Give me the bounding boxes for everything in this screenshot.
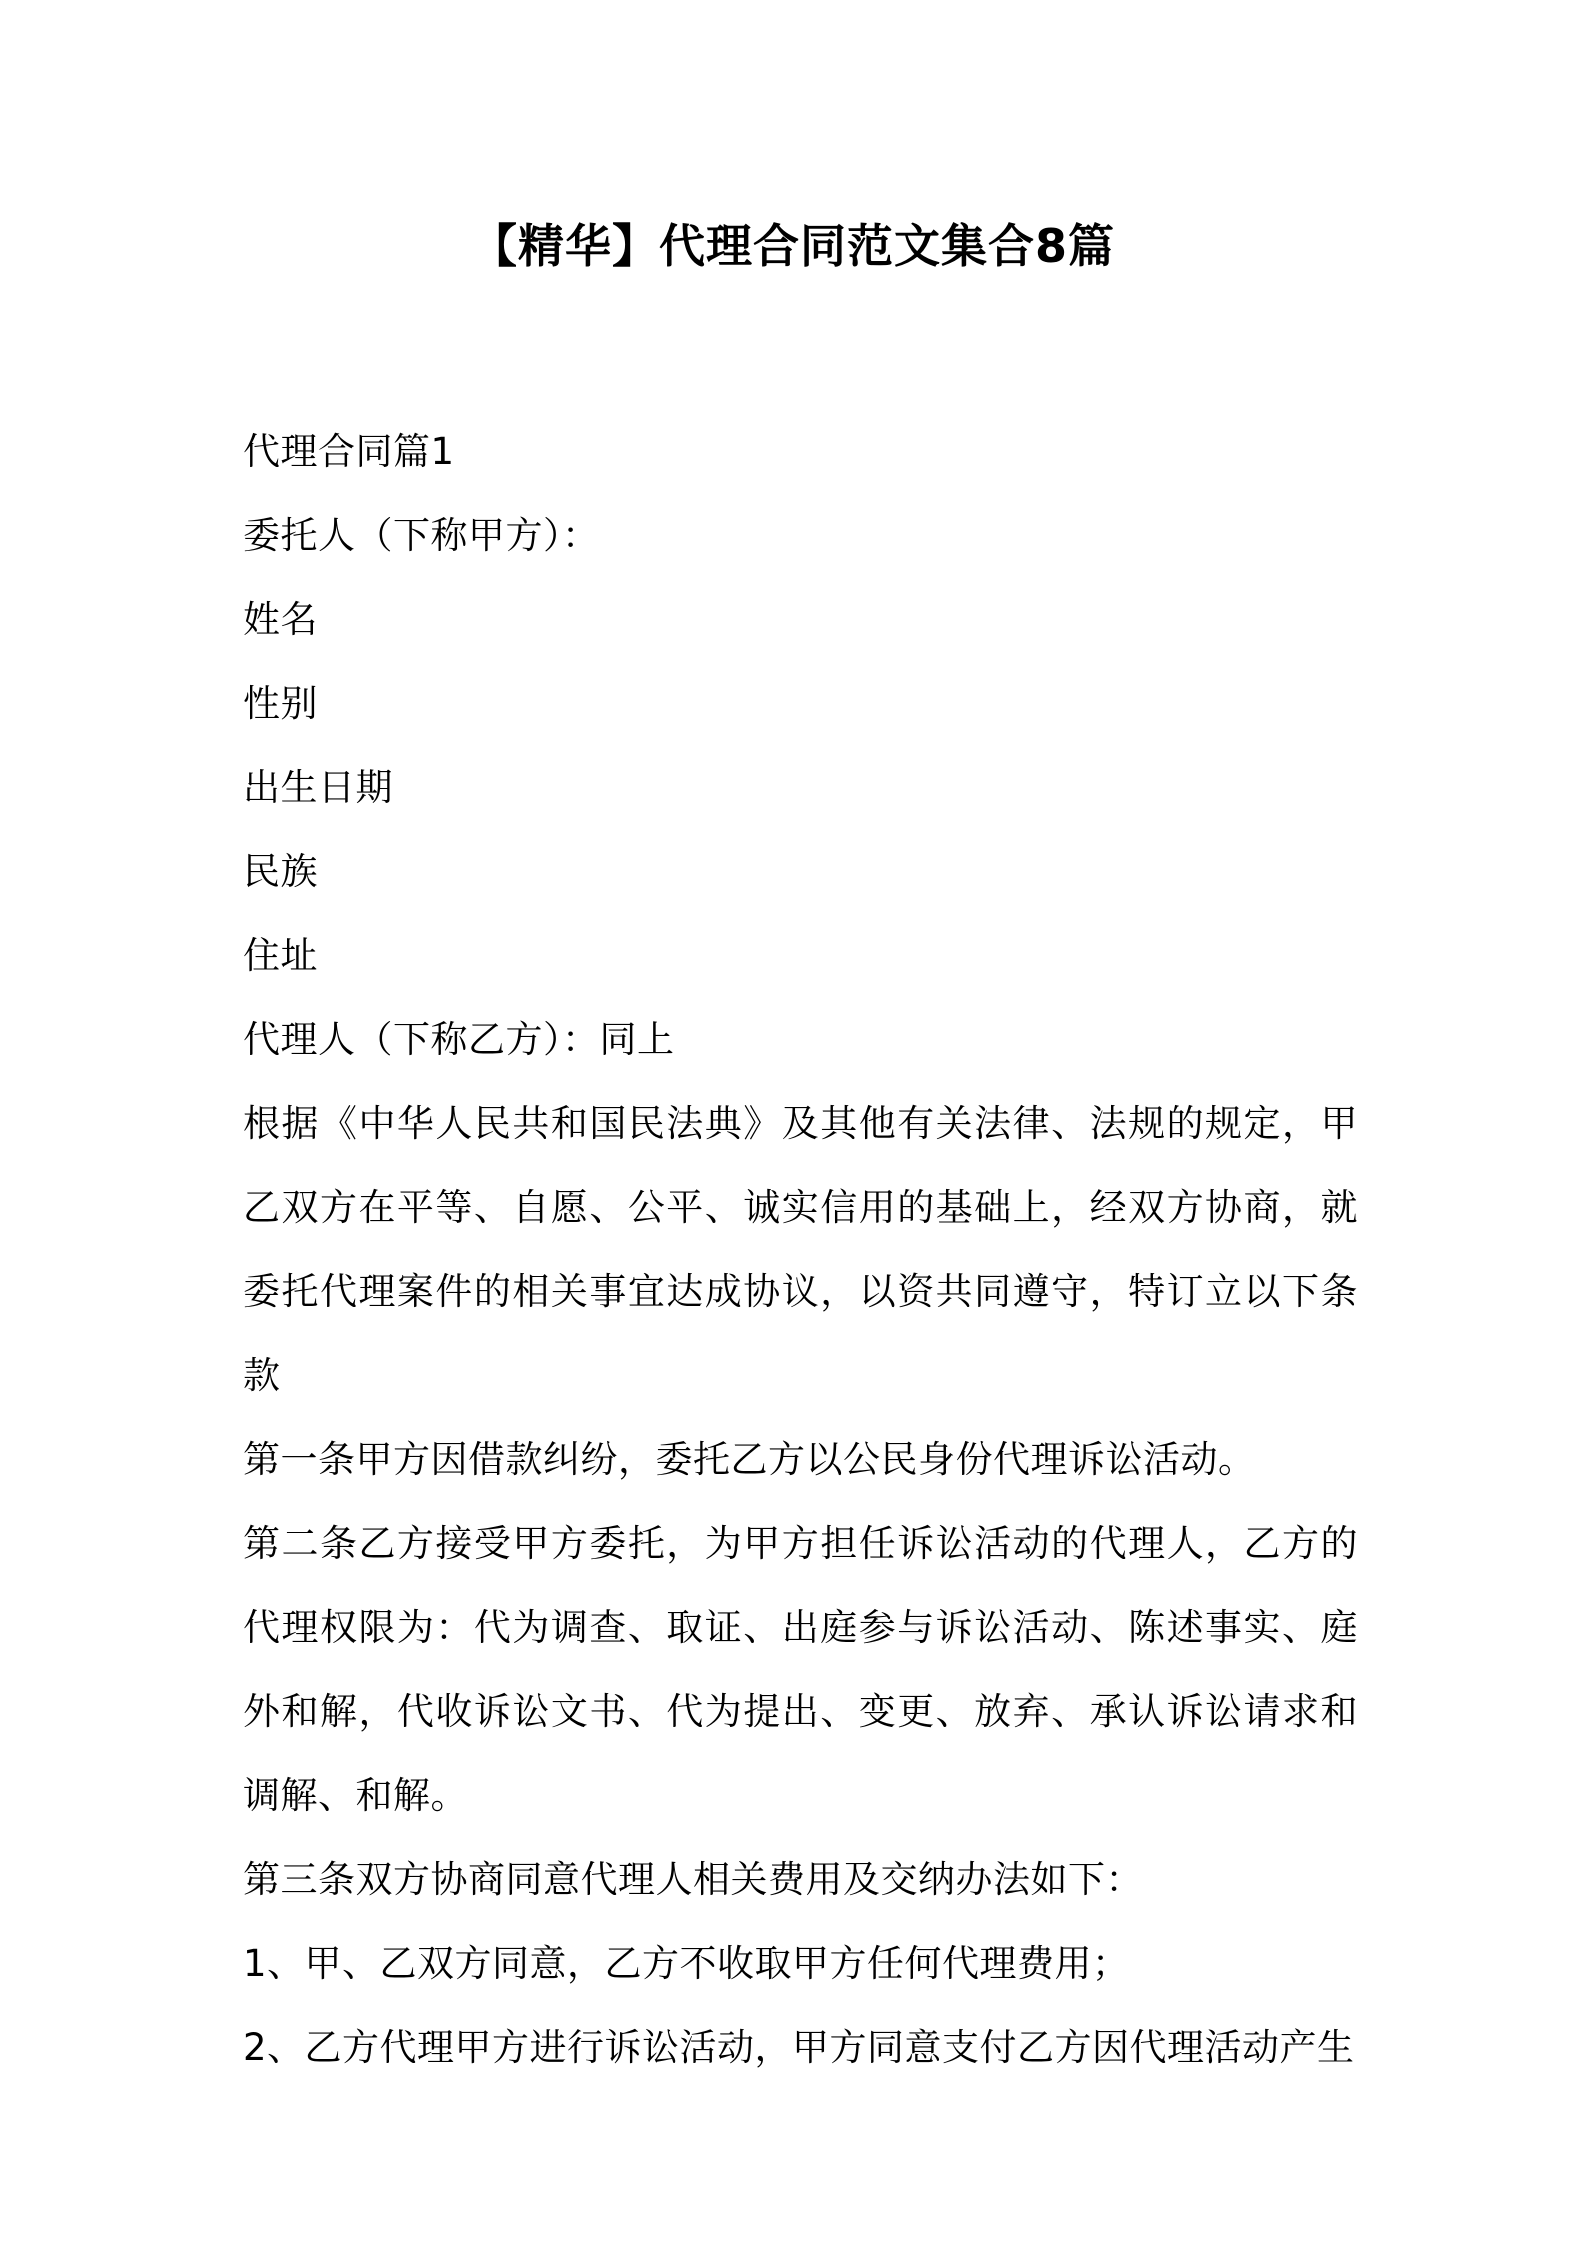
paragraph-preamble: 根据《中华人民共和国民法典》及其他有关法律、法规的规定，甲乙双方在平等、自愿、公平、诚实信用的基础上，经双方协商，就委托代理案件的相关事宜达成协议，以资共同遵守，特订立以下条款 bbox=[243, 1102, 1358, 1397]
line-name: 姓名 bbox=[243, 598, 318, 641]
paragraph-clause-2: 2、乙方代理甲方进行诉讼活动，甲方同意支付乙方因代理活动产生 bbox=[243, 2026, 1355, 2069]
line-birth-date: 出生日期 bbox=[243, 766, 393, 809]
line-agent: 代理人（下称乙方）：同上 bbox=[243, 1018, 675, 1061]
paragraph-article-2: 第二条乙方接受甲方委托，为甲方担任诉讼活动的代理人，乙方的代理权限为：代为调查、取证、出庭参与诉讼活动、陈述事实、庭外和解，代收诉讼文书、代为提出、变更、放弃、承认诉讼请求和调解、和解。 bbox=[243, 1522, 1358, 1817]
paragraph-article-3: 第三条双方协商同意代理人相关费用及交纳办法如下： bbox=[243, 1858, 1143, 1901]
paragraph-article-1: 第一条甲方因借款纠纷，委托乙方以公民身份代理诉讼活动。 bbox=[243, 1438, 1256, 1481]
line-address: 住址 bbox=[243, 934, 318, 977]
line-ethnicity: 民族 bbox=[243, 850, 318, 893]
document-body bbox=[243, 410, 1358, 2090]
line-principal: 委托人（下称甲方）： bbox=[243, 514, 600, 557]
section-heading: 代理合同篇1 bbox=[243, 430, 455, 473]
document-title: 【精华】代理合同范文集合8篇 bbox=[470, 219, 1115, 273]
line-gender: 性别 bbox=[243, 682, 318, 725]
paragraph-clause-1: 1、甲、乙双方同意，乙方不收取甲方任何代理费用； bbox=[243, 1942, 1130, 1985]
